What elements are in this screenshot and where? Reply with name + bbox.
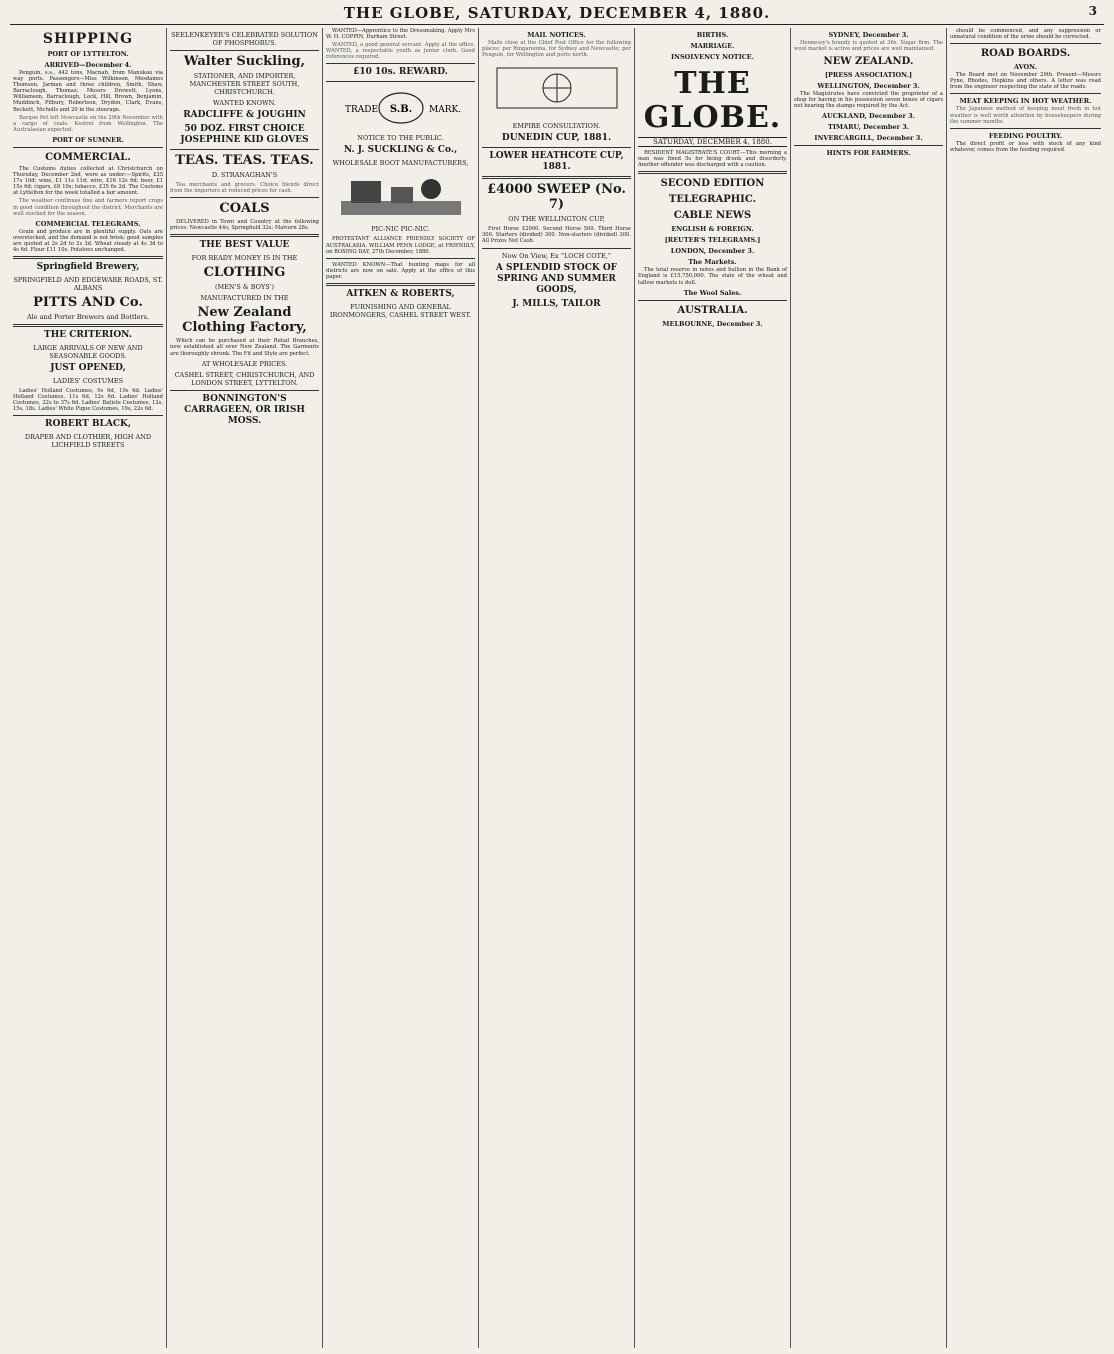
auckland-dateline: AUCKLAND, December 3. (822, 112, 915, 121)
australia-heading: AUSTRALIA. (677, 304, 748, 316)
births-heading: BIRTHS. (696, 31, 729, 39)
phosphorus-ad: SEELENKEYER'S CELEBRATED SOLUTION OF PHOSPHORUS. (171, 31, 318, 47)
continued-text: should be commenced, and any suppression or unnatural condition of the urine should be corrected. (950, 28, 1101, 41)
wanted-ads: WANTED—Apprentice to the Dressmaking. Apply Mrs W. H. COPPIN, Durham Street. (326, 28, 475, 41)
on-view: Now On View, Ex “LOCH COTE,” (501, 251, 612, 260)
column-3 (322, 28, 478, 1348)
picnic-text: PROTESTANT ALLIANCE FRIENDLY SOCIETY OF AUSTRALASIA. WILLIAM PENN LODGE, at FRIENDLY, on BOXING DAY, 27th December, 1880. (326, 236, 475, 255)
divider (326, 258, 475, 259)
wellington-dateline: WELLINGTON, December 3. (817, 82, 920, 91)
brewery-title: Springfield Brewery, (36, 262, 140, 273)
divider (170, 197, 319, 198)
commercial-heading: COMMERCIAL. (45, 151, 131, 163)
aitken-subtitle: FURNISHING AND GENERAL IRONMONGERS, CASHEL STREET WEST. (329, 303, 472, 320)
commercial-filler: The weather continues fine and farmers report crops in good condition throughout the district. Merchants are well stocked for the season. (13, 198, 163, 217)
just-opened: JUST OPENED, (50, 363, 126, 374)
shipping-heading: SHIPPING (42, 31, 134, 47)
page-number: 3 (1088, 4, 1098, 18)
markets-text: The total reserve in notes and bullion in the Bank of England is £15,750,000. The state of the wheat and tallow markets is dull. (638, 267, 787, 286)
suckling-co-title: N. J. SUCKLING & Co., (343, 145, 458, 156)
insolvency-heading: INSOLVENCY NOTICE. (670, 53, 755, 61)
poultry-heading: FEEDING POULTRY. (988, 131, 1063, 140)
ready-money: FOR READY MONEY IS IN THE (191, 254, 298, 263)
divider (326, 81, 475, 82)
divider (794, 145, 943, 146)
coals-text: DELIVERED in Town and Country at the following prices: Newcastle 44s; Springfield 32s; Malvern 28s. (170, 219, 319, 232)
gloves-ad: 50 DOZ. FIRST CHOICE JOSEPHINE KID GLOVES (180, 124, 309, 145)
globe-date: SATURDAY, DECEMBER 4, 1880. (638, 137, 787, 147)
column-4 (478, 28, 634, 1348)
clothing-title: CLOTHING (203, 265, 286, 281)
sweep-subtitle: ON THE WELLINGTON CUP, (508, 215, 605, 224)
picnic-heading: PIC-NIC PIC-NIC. (371, 225, 430, 234)
sydney-dateline: SYDNEY, December 3. (828, 31, 909, 39)
divider (170, 390, 319, 391)
nz-heading: NEW ZEALAND. (823, 56, 914, 68)
mail-filler: Mails close at the Chief Post Office for the following places: per Ringarooma, for Sydney and Newcastle; per Penguin, for Wellington and ports north. (482, 40, 631, 59)
clothing-text: Which can be purchased at their Retail Branches, now established all over New Zealand. The Garments are thoroughly shrunk. The Fit and Style are perfect. (170, 338, 319, 357)
wanted-known: WANTED KNOWN. (213, 99, 276, 107)
road-boards-text: The Board met on November 29th. Present—Messrs Pyne, Rhodes, Hopkins and others. A letter was read from the engineer respecting the state of the roads. (950, 72, 1101, 91)
divider (13, 256, 163, 259)
wanted-known-text: WANTED KNOWN—That hunting maps for all districts are now on sale. Apply at the office of this paper. (326, 261, 475, 280)
suckling-co-subtitle: WHOLESALE BOOT MANUFACTURERS, (332, 159, 469, 168)
teas-filler: Tea merchants and grocers. Choice blends direct from the importers at reduced prices for cash. (170, 182, 319, 195)
aitken-title: AITKEN & ROBERTS, (346, 289, 455, 300)
picnic-illustration (336, 171, 466, 221)
divider (170, 149, 319, 150)
clothing-subtitle: (MEN'S & BOYS') (214, 283, 275, 292)
divider (326, 63, 475, 64)
masthead (10, 4, 1104, 25)
meat-filler: The Japanese method of keeping meat fresh in hot weather is well worth attention by housekeepers during the summer months. (950, 106, 1101, 125)
sydney-filler: Hennessy's brandy is quoted at 36s. Sugar firm. The wool market is active and prices are well maintained. (794, 40, 943, 53)
divider (13, 147, 163, 148)
robert-black-subtitle: DRAPER AND CLOTHIER, HIGH AND LICHFIELD STREETS (24, 433, 152, 450)
divider (326, 283, 475, 286)
hints-heading: HINTS FOR FARMERS. (826, 149, 911, 158)
press-association: [PRESS ASSOCIATION.] (824, 71, 913, 80)
trademark-initials: S.B. (389, 104, 412, 116)
port-sumner-heading: PORT OF SUMNER. (52, 135, 124, 144)
london-dateline: LONDON, December 3. (670, 247, 755, 256)
shipping-text: Penguin, s.s., 442 tons, Macnab, from Manukau via way ports. Passengers—Miss Wilkinson, Mesdames Thomson, Jarman and three children, Smith, Shaw, Barraclough, Thomas; Messrs Drewett, Lyons, Williamson, Barraclough, Lock, Hill, Brown, Benjamin, Muddinch, Pilbury, Robertson, Dryden, Clark, Evans, Beckett, Nicholls and 20 in the steerage. (13, 70, 163, 113)
robert-black: ROBERT BLACK, (45, 419, 131, 430)
telegrams-heading: COMMERCIAL TELEGRAMS. (35, 219, 141, 228)
best-value: THE BEST VALUE (199, 240, 290, 251)
trade-label: TRADE (344, 105, 378, 116)
splendid-stock: A SPLENDID STOCK OF SPRING AND SUMMER GOODS, (495, 262, 618, 295)
dunedin-cup: DUNEDIN CUP, 1881. (501, 133, 612, 144)
reuters-heading: [REUTER'S TELEGRAMS.] (664, 236, 761, 245)
telegraphic: TELEGRAPHIC. (668, 194, 757, 206)
shipping-filler: Barque Pet left Newcastle on the 29th November with a cargo of coals. Kestrel from Wellington. The Australasian expected. (13, 114, 163, 133)
avon-heading: AVON. (1014, 63, 1037, 72)
road-boards-heading: ROAD BOARDS. (980, 48, 1071, 60)
divider (170, 234, 319, 237)
divider (170, 50, 319, 51)
bonnington-ad: BONNINGTON'S CARRAGEEN, OR IRISH MOSS. (184, 393, 305, 426)
melbourne-dateline: MELBOURNE, December 3. (662, 319, 763, 328)
timaru-dateline: TIMARU, December 3. (827, 123, 909, 132)
arrived-heading: ARRIVED—December 4. (44, 61, 132, 69)
stranaghan-name: D. STRANAGHAN'S (211, 171, 278, 179)
sweep-text: First Horse £2000. Second Horse 500. Third Horse 300. Starters (divided) 300. Non-starters (divided) 300. All Prizes Net Cash. (482, 226, 631, 245)
pitts-subtitle: Ale and Porter Brewers and Bottlers. (26, 313, 150, 322)
divider (950, 128, 1101, 129)
lower-cup: LOWER HEATHCOTE CUP, 1881. (489, 151, 624, 173)
empire-caption: EMPIRE CONSULTATION. (512, 122, 601, 131)
mail-heading: MAIL NOTICES. (527, 31, 586, 39)
divider (482, 248, 631, 249)
nz-clothing-factory: New Zealand Clothing Factory, (182, 305, 307, 336)
radcliffe-title: RADCLIFFE & JOUGHIN (183, 110, 306, 120)
suckling-title: Walter Suckling, (183, 54, 306, 69)
criterion-title: THE CRITERION. (44, 330, 132, 341)
local-news-text: RESIDENT MAGISTRATE'S COURT.—This morning a man was fined 5s for being drunk and disorderly. Another offender was discharged with a caution. (638, 150, 787, 169)
column-5 (634, 28, 790, 1348)
wholesale-prices: AT WHOLESALE PRICES. (201, 359, 288, 368)
criterion-subtitle: LARGE ARRIVALS OF NEW AND SEASONABLE GOODS. (33, 344, 143, 361)
empire-consultation-emblem (487, 62, 627, 118)
cashel-street: CASHEL STREET, CHRISTCHURCH, AND LONDON STREET, LYTTELTON. (174, 370, 315, 387)
masthead-title: THE GLOBE, SATURDAY, DECEMBER 4, 1880. (343, 4, 771, 22)
wellington-text: The Magistrates have convicted the proprietor of a shop for having in his possession seven boxes of cigars not bearing the stamps required by the Act. (794, 91, 943, 110)
divider (638, 171, 787, 174)
column-1 (10, 28, 166, 1348)
trademark-emblem (341, 86, 461, 130)
teas-title: TEAS. TEAS. TEAS. (175, 153, 314, 168)
english-foreign: ENGLISH & FOREIGN. (671, 225, 754, 234)
markets-heading: The Markets. (688, 258, 737, 267)
ladies-costumes: LADIES' COSTUMES (52, 377, 124, 386)
cable-news: CABLE NEWS (673, 210, 752, 222)
pitts-name: PITTS AND Co. (33, 295, 143, 311)
reward-title: £10 10s. REWARD. (353, 67, 448, 78)
sweep-title: £4000 SWEEP (No. 7) (487, 182, 626, 213)
wool-heading: The Wool Sales. (683, 288, 742, 297)
divider (950, 43, 1101, 44)
second-edition: SECOND EDITION (660, 178, 765, 190)
coals-title: COALS (219, 201, 270, 217)
marriage-heading: MARRIAGE. (690, 42, 735, 50)
ladies-text: Ladies' Holland Costumes, 9s 6d, 10s 6d. Ladies' Holland Costumes, 11s 6d, 12s 6d. Ladies' Holland Costumes, 22s to 37s 6d. Ladies' Batiste Costumes, 12s, 15s, 18s. Ladies' White Pique Costumes, 19s, 22s 6d. (13, 388, 163, 413)
divider (482, 147, 631, 148)
mark-label: MARK. (428, 105, 461, 116)
column-7 (946, 28, 1104, 1348)
column-6 (790, 28, 946, 1348)
wanted-filler: WANTED, a good general servant. Apply at the office. WANTED, a respectable youth as junior clerk. Good references required. (326, 42, 475, 61)
column-2 (166, 28, 322, 1348)
notice-to-public: NOTICE TO THE PUBLIC. (357, 134, 444, 143)
divider (482, 176, 631, 179)
divider (13, 324, 163, 327)
poultry-text: The direct profit or loss with stock of any kind whatever, comes from the feeding required. (950, 140, 1101, 153)
port-lyttelton-heading: PORT OF LYTTELTON. (47, 50, 129, 58)
globe-title: THE GLOBE. (643, 66, 782, 135)
manufactured: MANUFACTURED IN THE (200, 294, 289, 303)
suckling-subtitle: STATIONER, AND IMPORTER, MANCHESTER STREET SOUTH, CHRISTCHURCH. (189, 72, 300, 96)
invercargill-dateline: INVERCARGILL, December 3. (814, 134, 923, 143)
brewery-address: SPRINGFIELD AND EDGEWARE ROADS, ST. ALBANS (13, 276, 163, 293)
commercial-text: The Customs duties collected at Christchurch on Thursday, December 2nd, were as under:—Spirits, £35 17s 10d; wine, £1 11s 11d; wire, £16 12s 6d; beer, £1 15s 6d; cigars, £6 10s; tobacco, £35 6s 2d. The Customs at Lyttelton for the week totalled a fair amount. (13, 165, 163, 197)
divider (950, 93, 1101, 94)
divider (638, 300, 787, 301)
mills-tailor: J. MILLS, TAILOR (512, 298, 601, 309)
divider (13, 415, 163, 416)
meat-heading: MEAT KEEPING IN HOT WEATHER. (959, 97, 1092, 106)
telegrams-text: Grain and produce are in plentiful supply. Oats are overstocked, and the demand is not brisk; good samples are quoted at 2s 2d to 2s 3d. Wheat steady at 4s 3d to 4s 6d. Flour £11 10s. Potatoes unchanged. (13, 228, 163, 253)
